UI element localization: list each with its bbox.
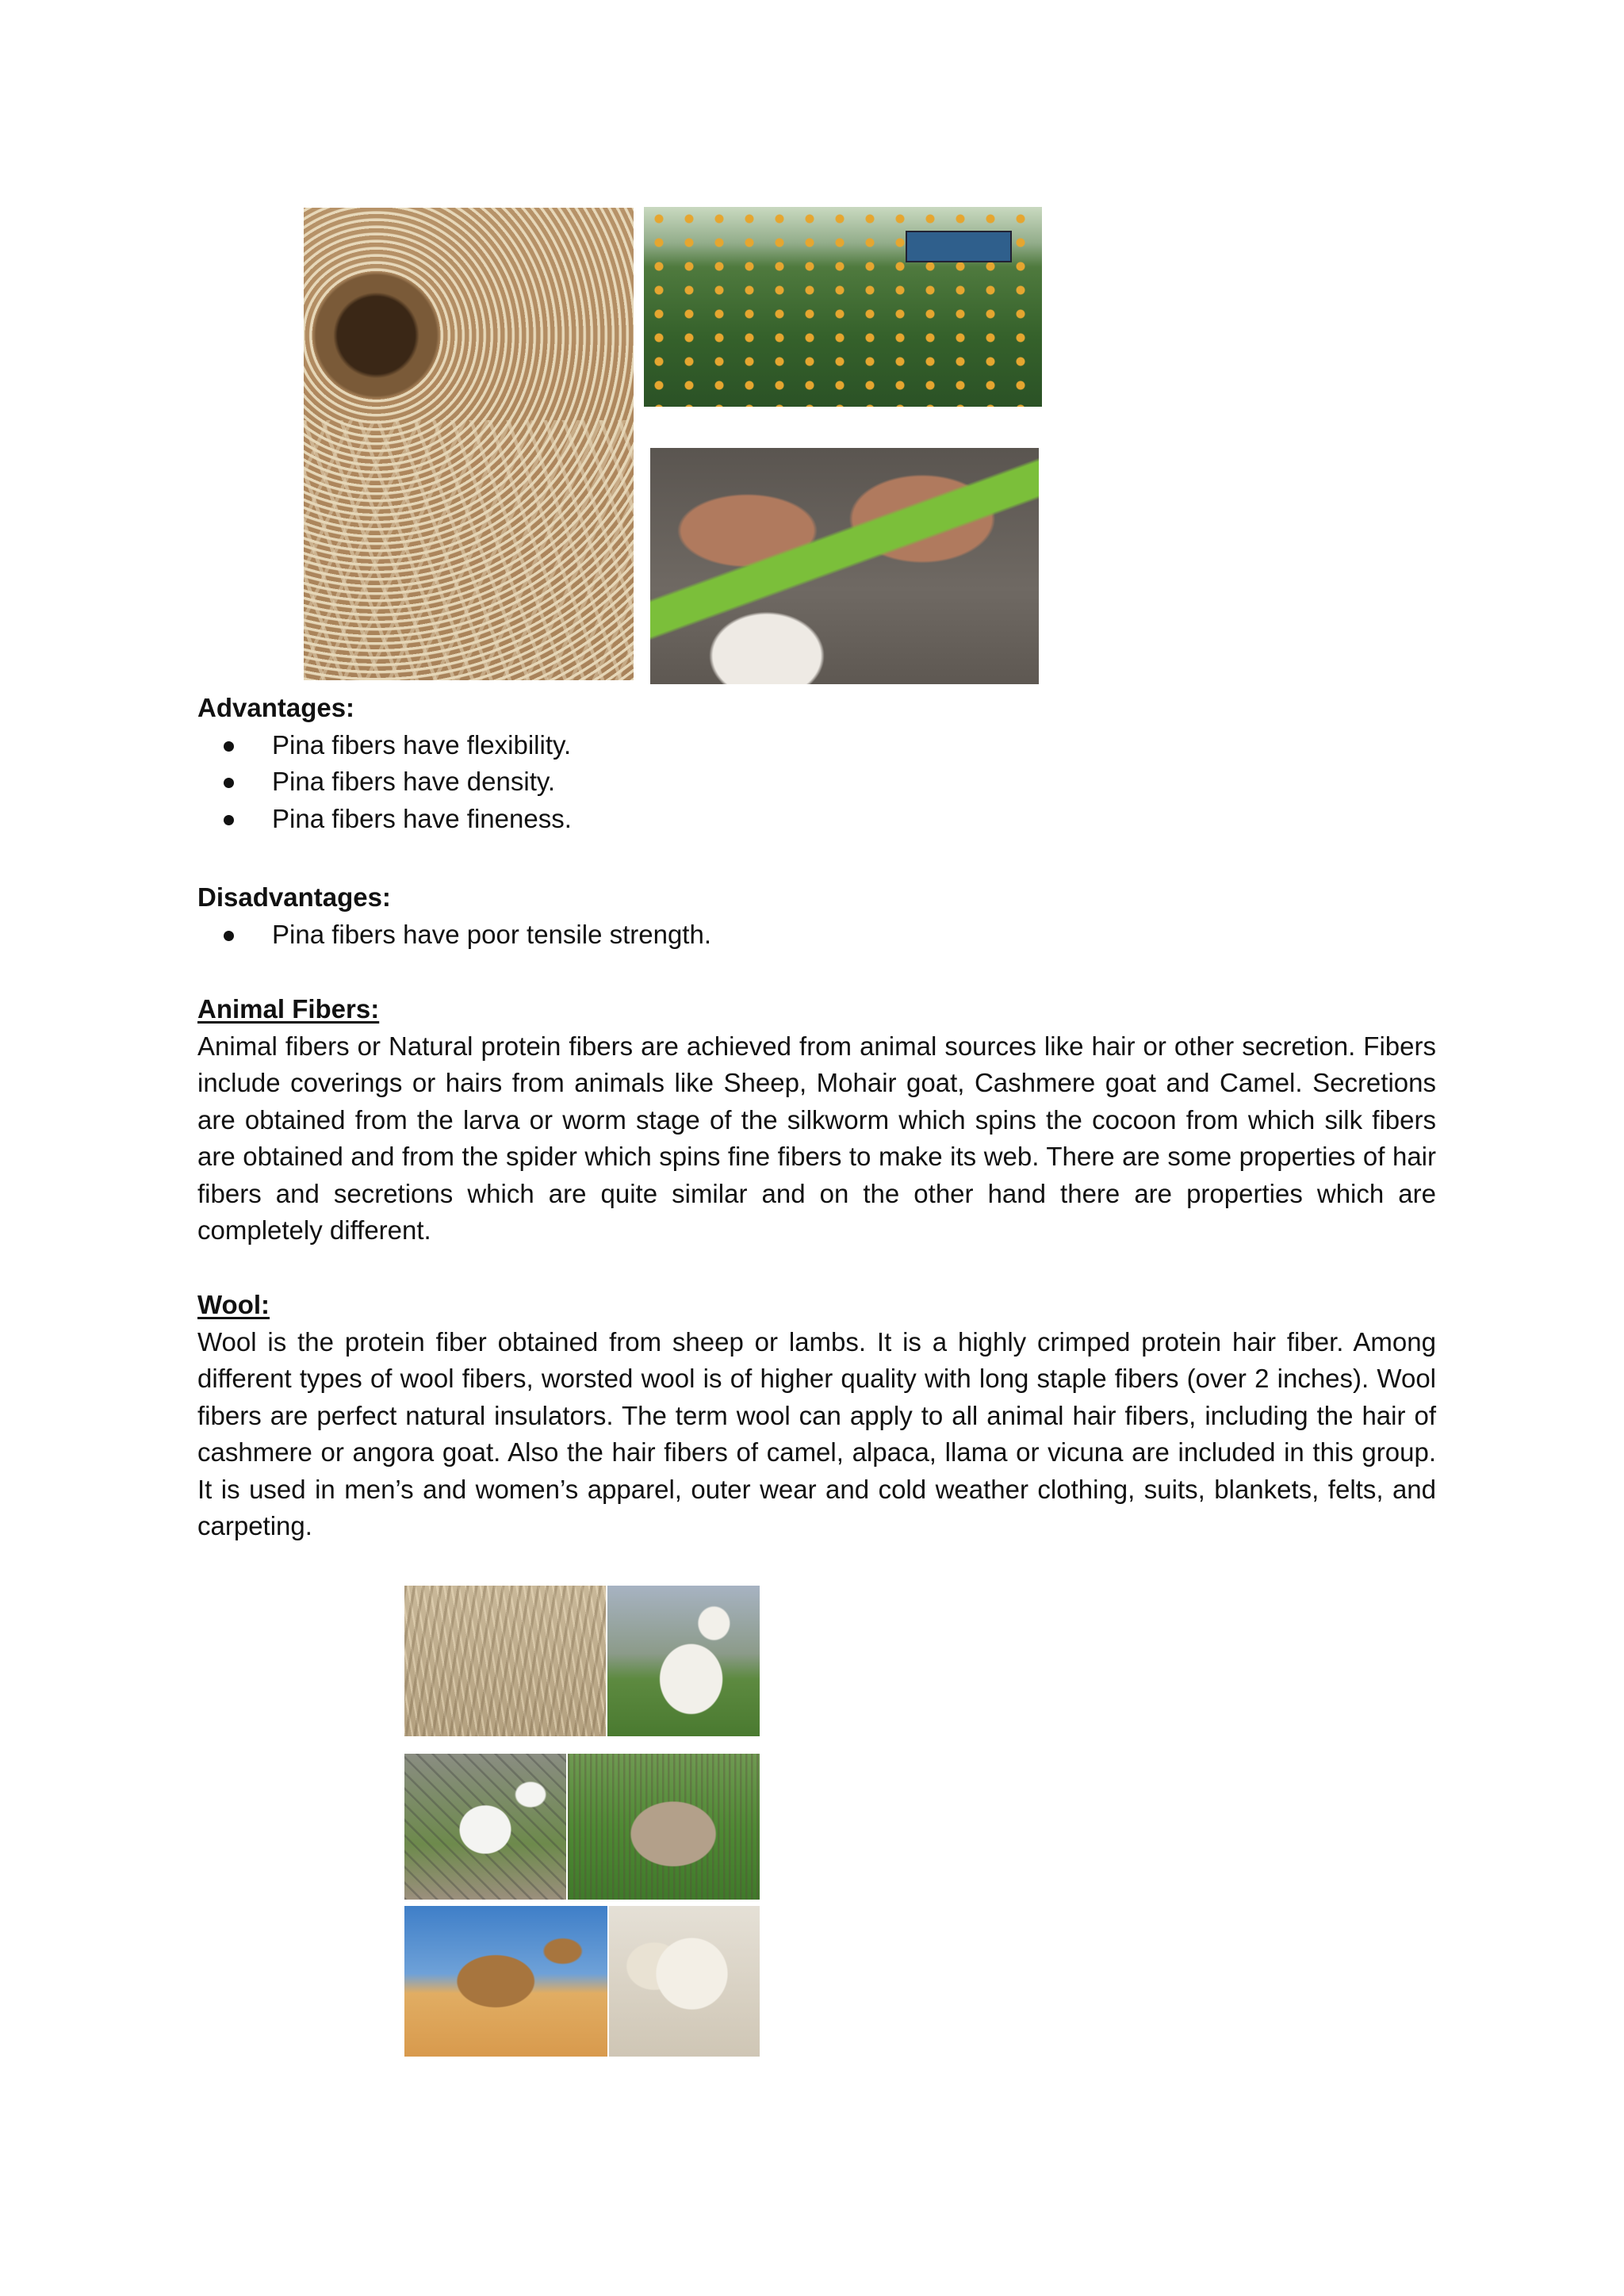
animal-fibers-section: [197, 991, 1436, 1249]
angora-goat-photo: [609, 1906, 760, 2057]
animal-fibers-paragraph: Animal fibers or Natural protein fibers are achieved from animal sources like hair or other secretion. Fibers include coverings or hairs from animals like Sheep, Mohair goat, Cashmere goat and Camel. Secretions are obtained from the larva or worm stage of the silkworm which spins the cocoon from which silk fibers are obtained and from the spider which spins fine fibers to make its web. There are some properties of hair fibers and secretions which are quite similar and on the other hand there are properties which are completely different.: [197, 1031, 1436, 1245]
wool-fleece-photo: [404, 1586, 606, 1736]
list-item: Pina fibers have poor tensile strength.: [197, 916, 1436, 954]
llama-photo: [404, 1754, 566, 1900]
disadvantages-section: [197, 879, 1436, 953]
advantages-list: [197, 727, 1436, 838]
list-item: Pina fibers have density.: [197, 763, 1436, 801]
wool-section: [197, 1287, 1436, 1545]
advantages-section: [197, 690, 1436, 837]
pina-leaf-stripping-photo: [650, 448, 1039, 684]
camel-photo: [404, 1906, 607, 2057]
advantages-heading: Advantages:: [197, 693, 355, 722]
pina-fiber-macrame-photo: [304, 208, 634, 680]
wool-paragraph: Wool is the protein fiber obtained from sheep or lambs. It is a highly crimped protein hair fiber. Among different types of wool fibers, worsted wool is of higher quality with long staple fibers (over 2 inches). Wool fibers are perfect natural insulators. The term wool can apply to all animal hair fibers, including the hair of cashmere or angora goat. Also the hair fibers of camel, alpaca, llama or vicuna are included in this group. It is used in men’s and women’s apparel, outer wear and cold weather clothing, suits, blankets, felts, and carpeting.: [197, 1326, 1436, 1540]
alpaca-photo: [607, 1586, 760, 1736]
pineapple-field-photo: [644, 207, 1042, 407]
disadvantages-list: [197, 916, 1436, 954]
wool-heading: Wool:: [197, 1290, 270, 1319]
animal-fibers-heading: Animal Fibers:: [197, 994, 380, 1024]
list-item: Pina fibers have fineness.: [197, 801, 1436, 838]
list-item: Pina fibers have flexibility.: [197, 727, 1436, 764]
suri-alpaca-photo: [568, 1754, 760, 1900]
disadvantages-heading: Disadvantages:: [197, 882, 391, 912]
